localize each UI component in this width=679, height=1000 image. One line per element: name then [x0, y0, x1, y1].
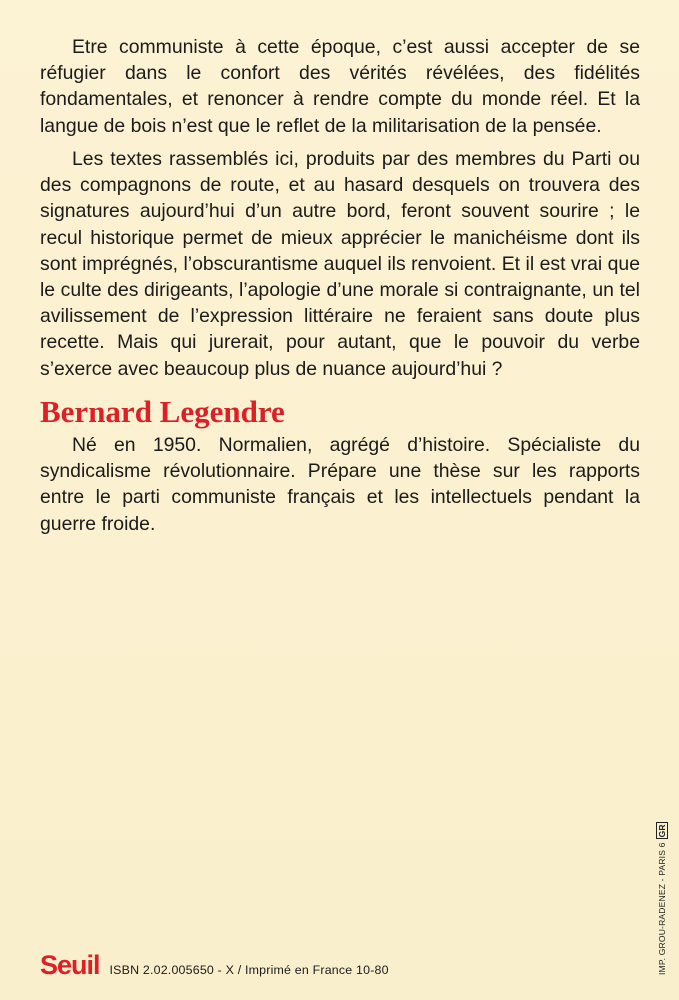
blurb-text-1: Etre communiste à cette époque, c’est aussi accepter de se réfugier dans le confort des vérités révélées, des fidélités fondamentales, et renoncer à rendre compte du monde réel. Et la langue de bois n’est que le reflet de la militarisation de la pensée.	[40, 36, 640, 137]
author-name: Bernard Legendre	[40, 394, 285, 429]
printer-line: IMP. GROU-RADENEZ - PARIS 6	[657, 842, 667, 975]
blurb-text-2: Les textes rassemblés ici, produits par des membres du Parti ou des compagnons de route, et au hasard desquels on trouvera des signatures aujourd’hui d’un autre bord, feront souvent sourire ; le recul historique permet de mieux apprécier le manichéisme dont ils sont imprégnés, l’obscurantisme auquel ils renvoient. Et il est vrai que le culte des dirigeants, l’apologie d’une morale si contraignante, un tel avilissement de l’expression littéraire ne feraient sans doute plus recette. Mais qui jurerait, pour autant, que le pouvoir du verbe s’exerce avec beaucoup plus de nuance aujourd’hui ?	[40, 148, 640, 380]
printer-credit	[657, 822, 667, 975]
blurb-paragraph-2	[40, 146, 640, 382]
blurb-paragraph-1	[40, 34, 640, 139]
publisher-logo: Seuil	[40, 950, 100, 980]
isbn-line: ISBN 2.02.005650 - X / Imprimé en France 10-80	[109, 963, 389, 977]
printer-mark: GR	[657, 824, 667, 838]
footer	[40, 950, 389, 981]
author-bio-text: Né en 1950. Normalien, agrégé d’histoire. Spécialiste du syndicalisme révolutionnaire. Prépare une thèse sur les rapports entre le parti communiste français et les intellectuels pendant la guerre froide.	[40, 434, 640, 535]
author-bio	[40, 432, 640, 537]
